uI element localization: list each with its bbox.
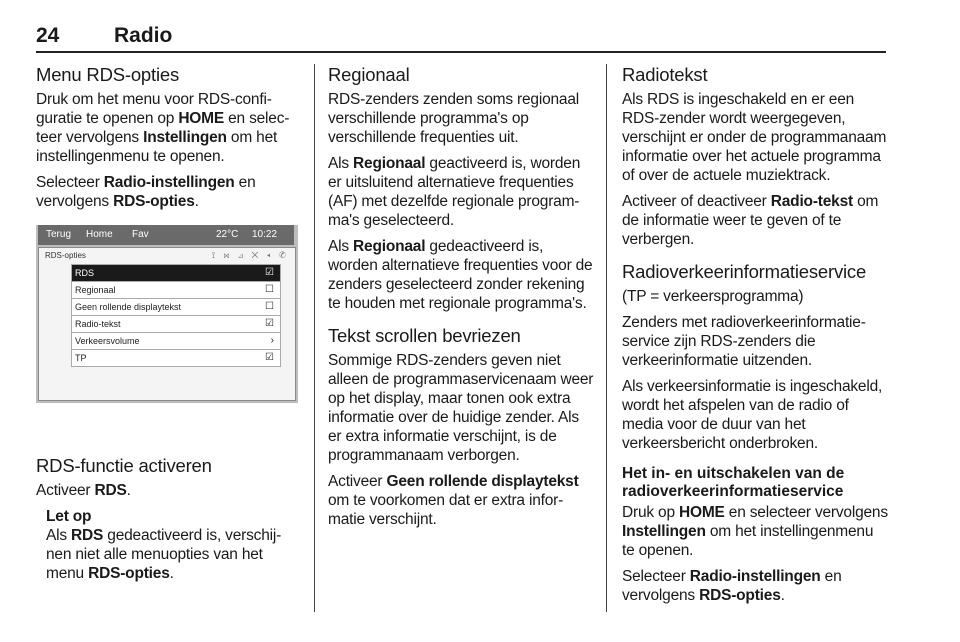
nav-back-button[interactable]: Terug [46, 229, 72, 240]
list-item-radio-tekst[interactable]: Radio-tekst ☑ [71, 316, 281, 333]
nav-home-button[interactable]: Home [86, 229, 113, 240]
checkbox-unchecked-icon: ☐ [265, 284, 274, 295]
list-item-regionaal[interactable]: Regionaal ☐ [71, 282, 281, 299]
heading-menu-rds-opties: Menu RDS-opties [36, 64, 180, 85]
paragraph: Activeer Geen rollende displaytekst om te voorkomen dat er extra informatie verschijnt. [328, 473, 579, 528]
rds-options-list [71, 264, 281, 367]
paragraph: Activeer of deactiveer Radio-tekst om de informatie weer te geven of te verbergen. [622, 193, 879, 248]
checkbox-checked-icon: ☑ [265, 267, 274, 278]
paragraph: Druk op HOME en selecteer vervolgens Instellingen om het instellingenmenu te openen. [622, 504, 888, 559]
checkbox-unchecked-icon: ☐ [265, 301, 274, 312]
list-item-geen-rollende[interactable]: Geen rollende displaytekst ☐ [71, 299, 281, 316]
status-icons: ⟟ ⋈ ⊿ ✕ ◂ ✆ [211, 250, 289, 260]
column-2 [328, 64, 594, 536]
list-item-tp[interactable]: TP ☑ [71, 350, 281, 367]
infotainment-screenshot [36, 225, 298, 403]
heading-radiotekst: Radiotekst [622, 64, 708, 85]
note-title: Let op [46, 508, 92, 525]
column-3 [622, 64, 888, 612]
paragraph: Als Regionaal gedeactiveerd is, worden alternatieve frequenties voor de zenders geselecteerd zonder rekening te houden met regionale programma's. [328, 238, 593, 312]
paragraph: Selecteer Radio-instellingen en vervolgens RDS-opties. [622, 568, 842, 604]
chevron-right-icon: › [270, 335, 274, 346]
screen-nav-bar [38, 225, 294, 245]
screen-caption: RDS-opties [45, 251, 86, 260]
list-item-verkeersvolume[interactable]: Verkeersvolume › [71, 333, 281, 350]
paragraph: Als verkeersinformatie is ingeschakeld, wordt het afspelen van de radio of media voor de duur van het verkeersbericht onderbroken. [622, 378, 883, 452]
paragraph: Als Regionaal geactiveerd is, worden er uitsluitend alternatieve frequenties (AF) met dezelfde regionale programma's geselecteerd. [328, 155, 581, 229]
paragraph: Selecteer Radio-instellingen en vervolgens RDS-opties. [36, 174, 256, 210]
header-rule [36, 51, 886, 53]
section-title: Radio [114, 24, 173, 47]
column-1 [36, 64, 298, 590]
column-divider-1 [314, 64, 315, 612]
list-item-rds[interactable]: RDS ☑ [71, 264, 281, 282]
note-text: Als RDS gedeactiveerd is, verschijnen niet alle menuopties van het menu RDS-opties. [46, 527, 282, 582]
temperature: 22°C [216, 229, 239, 240]
page-header [36, 24, 886, 54]
heading-tekst-scrollen: Tekst scrollen bevriezen [328, 325, 521, 346]
column-divider-2 [606, 64, 607, 612]
paragraph: Druk om het menu voor RDS-configuratie te openen op HOME en selecteer vervolgens Instellingen om het instellingenmenu te openen. [36, 91, 290, 165]
paragraph: Sommige RDS-zenders geven niet alleen de programmaservicenaam weer op het display, maar tonen ook extra informatie over de huidige zender. Als er extra informatie verschijnt, is de programmanaam verborgen. [328, 352, 594, 464]
paragraph: Als RDS is ingeschakeld en er een RDS-zender wordt weergegeven, verschijnt er onder de programmanaam informatie over het actuele programma of over de actuele muziektrack. [622, 91, 887, 184]
note-block [46, 507, 298, 583]
heading-regionaal: Regionaal [328, 64, 410, 85]
heading-rds-functie: RDS-functie activeren [36, 455, 212, 476]
clock: 10:22 [252, 229, 278, 240]
paragraph: Activeer RDS. [36, 482, 131, 499]
nav-fav-button[interactable]: Fav [132, 229, 149, 240]
page-number: 24 [36, 24, 60, 47]
paragraph: Zenders met radioverkeerinformatieservice zijn RDS-zenders die verkeerinformatie uitzenden. [622, 314, 866, 369]
checkbox-checked-icon: ☑ [265, 352, 274, 363]
paragraph: RDS-zenders zenden soms regionaal verschillende programma's op verschillende frequenties uit. [328, 91, 580, 146]
screen-content [38, 247, 296, 401]
paragraph: (TP = verkeersprogramma) [622, 288, 804, 305]
heading-radioverkeer: Radioverkeerinformatieservice [622, 261, 867, 282]
subheading-inschakelen: Het in- en uitschakelen van de radioverkeerinformatieservice [622, 465, 845, 500]
checkbox-checked-icon: ☑ [265, 318, 274, 329]
